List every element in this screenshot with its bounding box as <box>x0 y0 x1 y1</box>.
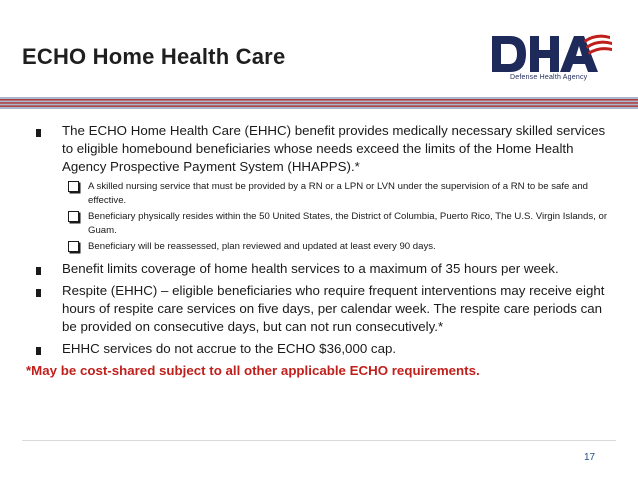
square-bullet-icon <box>36 267 41 275</box>
checkbox-bullet-icon <box>68 211 79 222</box>
bullet-benefit-limits <box>26 260 616 278</box>
sub-bullet-list <box>26 180 616 254</box>
square-bullet-icon <box>36 289 41 297</box>
sub-bullet-text: A skilled nursing service that must be provided by a RN or a LPN or LVN under the supervision of a RN to be safe and effective. <box>88 181 589 206</box>
checkbox-bullet-icon <box>68 181 79 192</box>
slide-title: ECHO Home Health Care <box>22 44 286 69</box>
bullet-text: The ECHO Home Health Care (EHHC) benefit provides medically necessary skilled services to eligible homebound beneficiaries whose needs exceed the limits of the Home Health Agency Prospective Payment System (HHAPPS).* <box>62 123 606 174</box>
sub-bullet-text: Beneficiary physically resides within the 50 United States, the District of Columbia, Puerto Rico, The U.S. Virgin Islands, or Guam. <box>88 211 608 236</box>
checkbox-bullet-icon <box>68 241 79 252</box>
bullet-cap <box>26 340 616 358</box>
footer-divider <box>22 440 616 441</box>
sub-bullet-residence <box>26 210 616 238</box>
bullet-respite <box>26 282 616 336</box>
bullet-ehhc-benefit <box>26 122 616 176</box>
sub-bullet-text: Beneficiary will be reassessed, plan reviewed and updated at least every 90 days. <box>88 241 436 252</box>
square-bullet-icon <box>36 129 41 137</box>
bullet-text: Respite (EHHC) – eligible beneficiaries who require frequent interventions may receive eight hours of respite care services on five days, per calendar week. The respite care periods can be provided on consecutive days, but can not run consecutively.* <box>62 283 605 334</box>
sub-bullet-skilled-nursing <box>26 180 616 208</box>
bullet-text: EHHC services do not accrue to the ECHO $36,000 cap. <box>62 341 397 356</box>
sub-bullet-reassessment <box>26 240 616 254</box>
title-divider <box>0 97 638 109</box>
slide-content <box>26 122 616 380</box>
bullet-text: Benefit limits coverage of home health services to a maximum of 35 hours per week. <box>62 261 559 276</box>
page-number: 17 <box>584 452 596 463</box>
logo-tagline: Defense Health Agency <box>510 74 588 81</box>
square-bullet-icon <box>36 347 41 355</box>
cost-share-note: *May be cost-shared subject to all other applicable ECHO requirements. <box>26 363 480 378</box>
